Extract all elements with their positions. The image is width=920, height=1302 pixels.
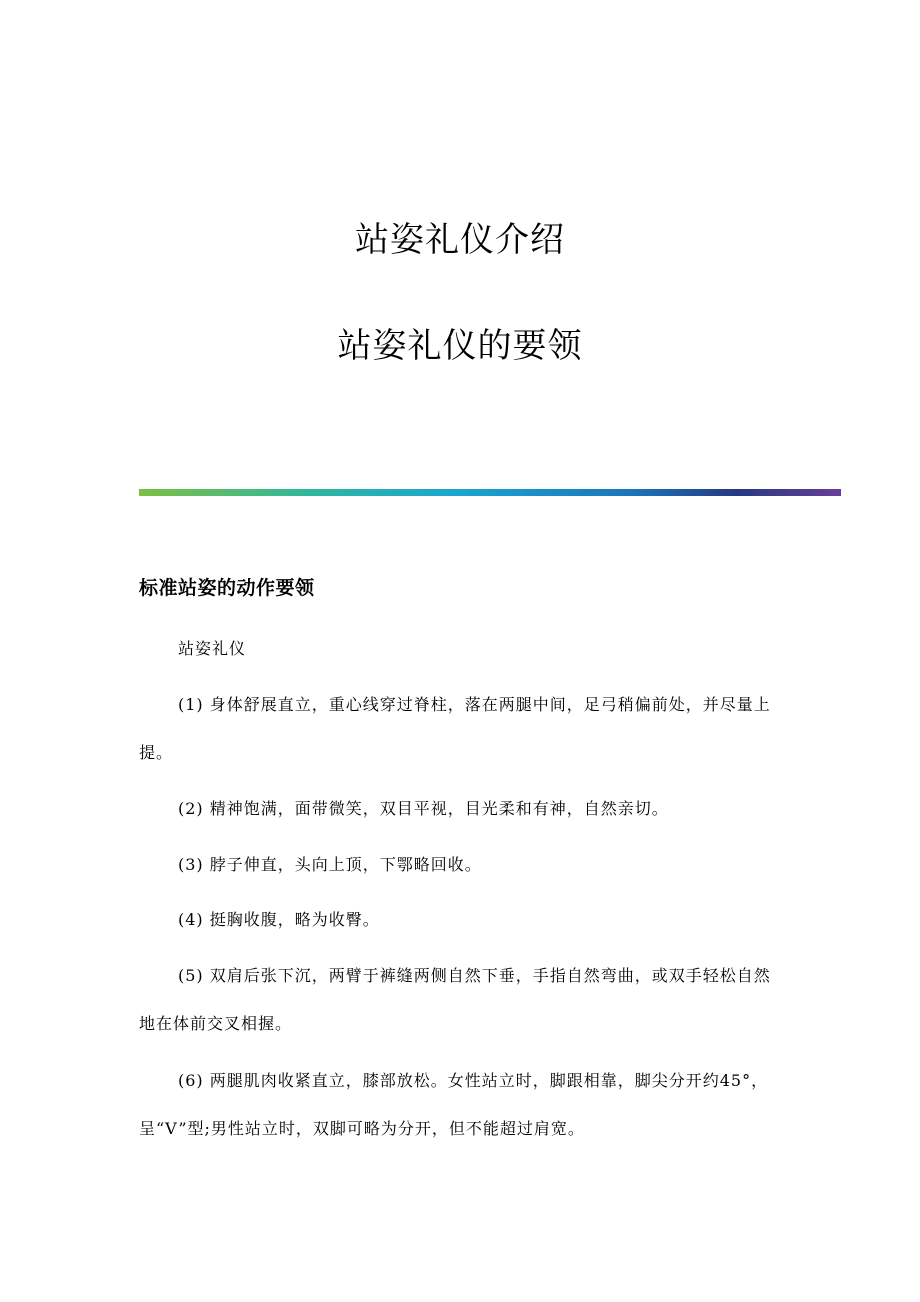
list-item-4: (4) 挺胸收腹，略为收臀。	[178, 910, 380, 929]
page-subtitle: 站姿礼仪的要领	[337, 326, 583, 366]
gradient-divider	[139, 489, 841, 496]
section-heading: 标准站姿的动作要领	[139, 577, 315, 599]
intro-paragraph: 站姿礼仪	[178, 639, 247, 658]
list-item-5: (5) 双肩后张下沉，两臂于裤缝两侧自然下垂，手指自然弯曲，或双手轻松自然地在体前交叉相握。	[139, 966, 771, 1033]
page-title: 站姿礼仪介绍	[355, 220, 565, 260]
list-item-3: (3) 脖子伸直，头向上顶，下鄂略回收。	[178, 855, 482, 874]
list-item-1: (1) 身体舒展直立，重心线穿过脊柱，落在两腿中间，足弓稍偏前处，并尽量上提。	[139, 695, 771, 762]
list-item-2: (2) 精神饱满，面带微笑，双目平视，目光柔和有神，自然亲切。	[178, 799, 669, 818]
list-item-6: (6) 两腿肌肉收紧直立，膝部放松。女性站立时，脚跟相靠，脚尖分开约45°，呈“V”型;男性站立时，双脚可略为分开，但不能超过肩宽。	[139, 1071, 769, 1138]
